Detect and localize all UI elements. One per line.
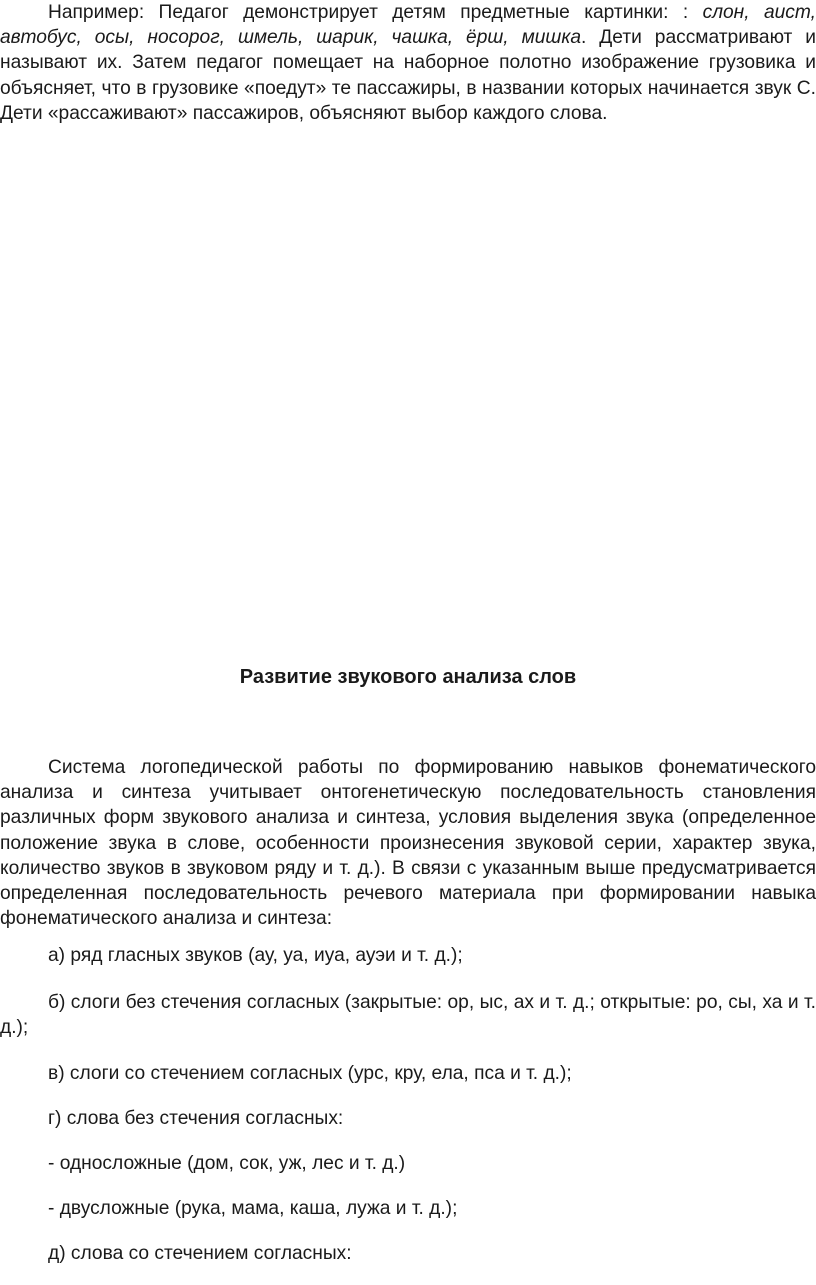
list-item-words-cluster: д) слова со стечением согласных: <box>48 1243 352 1264</box>
intro-rest: . Дети рассматривают и называют их. Затем педагог помещает на наборное полотно изображение грузовика и объясняет, что в грузовике «поедут» те пассажиры, в названии которых начинается звук С. Дети «рассаживают» пассажиров, объясняют выбор каждого слова. <box>0 27 816 124</box>
section-title: Развитие звукового анализа слов <box>239 666 577 688</box>
list-item-disyllabic: - двусложные (рука, мама, каша, лужа и т. д.); <box>48 1198 458 1219</box>
intro-word-list: слон, аист, автобус, осы, носорог, шмель, шарик, чашка, ёрш, мишка <box>0 2 816 49</box>
list-item-open-closed-syllables: б) слоги без стечения согласных (закрытые: ор, ыс, ах и т. д.; открытые: ро, сы, ха и т. д.); <box>0 992 816 1039</box>
list-item-vowels: а) ряд гласных звуков (ау, уа, иуа, ауэи и т. д.); <box>48 945 463 966</box>
section-paragraph: Система логопедической работы по формированию навыков фонематического анализа и синтеза учитывает онтогенетическую последовательность становления различных форм звукового анализа и синтеза, условия выделения звука (определенное положение звука в слове, особенности произнесения звуковой серии, характер звука, количество звуков в звуковом ряду и т. д.). В связи с указанным выше предусматривается определенная последовательность речевого материала при формировании навыка фонематического анализа и синтеза: <box>0 757 816 930</box>
intro-paragraph <box>0 0 816 126</box>
intro-lead: Например: Педагог демонстрирует детям предметные картинки: : <box>48 2 689 23</box>
list-item-monosyllabic: - односложные (дом, сок, уж, лес и т. д.) <box>48 1153 406 1174</box>
list-item-words-no-cluster: г) слова без стечения согласных: <box>48 1108 344 1129</box>
list-item-cluster-syllables: в) слоги со стечением согласных (урс, кру, ела, пса и т. д.); <box>48 1063 572 1084</box>
